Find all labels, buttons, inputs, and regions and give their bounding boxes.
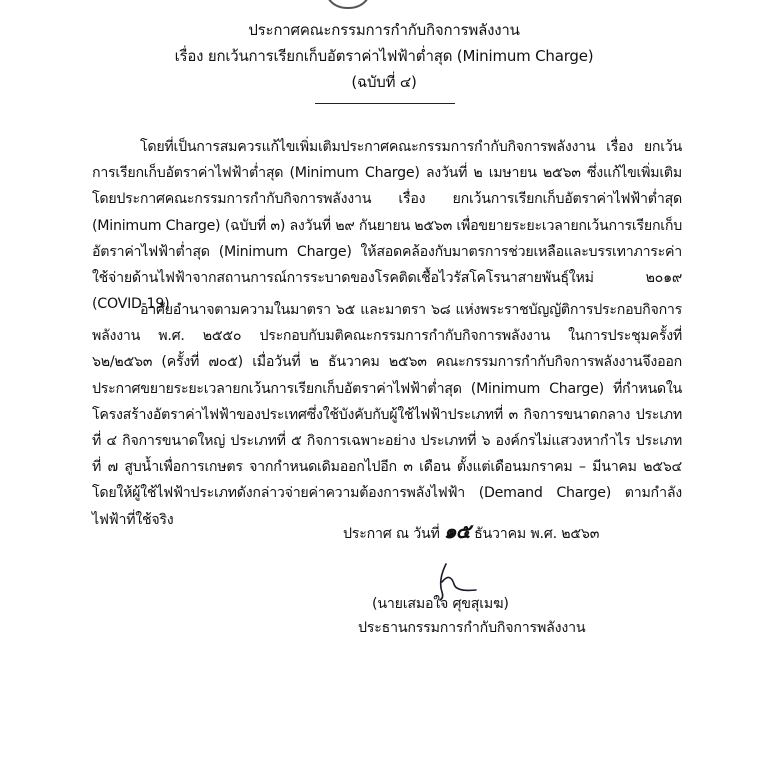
signer-name: (นายเสมอใจ ศุขสุเมฆ) xyxy=(372,596,509,612)
garuda-emblem-icon xyxy=(322,0,374,10)
announcement-edition: (ฉบับที่ ๔) xyxy=(351,73,417,91)
date-prefix: ประกาศ ณ วันที่ xyxy=(343,526,440,542)
title-divider xyxy=(315,103,455,104)
announcement-title: ประกาศคณะกรรมการกำกับกิจการพลังงาน xyxy=(248,21,520,39)
body-paragraph-2: อาศัยอำนาจตามความในมาตรา ๖๕ และมาตรา ๖๘ แห่งพระราชบัญญัติการประกอบกิจการพลังงาน พ.ศ. ๒๕๕๐ ประกอบกับมติคณะกรรมการกำกับกิจการพลังงาน ในการประชุมครั้งที่ ๖๒/๒๕๖๓ (ครั้งที่ ๗๐๕) เมื่อวันที่ ๒ ธันวาคม ๒๕๖๓ คณะกรรมการกำกับกิจการพลังงานจึงออกประกาศขยายระยะเวลายกเว้นการเรียกเก็บอัตราค่าไฟฟ้าต่ำสุด (Minimum Charge) ที่กำหนดในโครงสร้างอัตราค่าไฟฟ้าของประเทศซึ่งใช้บังคับกับผู้ใช้ไฟฟ้าประเภทที่ ๓ กิจการขนาดกลาง ประเภทที่ ๔ กิจการขนาดใหญ่ ประเภทที่ ๕ กิจการเฉพาะอย่าง ประเภทที่ ๖ องค์กรไม่แสวงหากำไร ประเภทที่ ๗ สูบน้ำเพื่อการเกษตร จากกำหนดเดิมออกไปอีก ๓ เดือน ตั้งแต่เดือนมกราคม – มีนาคม ๒๕๖๔ โดยให้ผู้ใช้ไฟฟ้าประเภทดังกล่าวจ่ายค่าความต้องการพลังไฟฟ้า (Demand Charge) ตามกำลังไฟฟ้าที่ใช้จริง xyxy=(92,302,682,528)
announcement-date xyxy=(343,519,599,546)
signer-position: ประธานกรรมการกำกับกิจการพลังงาน xyxy=(358,620,586,636)
announcement-subject: เรื่อง ยกเว้นการเรียกเก็บอัตราค่าไฟฟ้าต่ำสุด (Minimum Charge) xyxy=(174,47,594,65)
date-day-handwritten: ๑๕ xyxy=(443,519,470,543)
date-month-year: ธันวาคม พ.ศ. ๒๕๖๓ xyxy=(474,526,600,542)
body-paragraph-1: โดยที่เป็นการสมควรแก้ไขเพิ่มเติมประกาศคณะกรรมการกำกับกิจการพลังงาน เรื่อง ยกเว้นการเรียกเก็บอัตราค่าไฟฟ้าต่ำสุด (Minimum Charge) ลงวันที่ ๒ เมษายน ๒๕๖๓ ซึ่งแก้ไขเพิ่มเติม โดยประกาศคณะกรรมการกำกับกิจการพลังงาน เรื่อง ยกเว้นการเรียกเก็บอัตราค่าไฟฟ้าต่ำสุด (Minimum Charge) (ฉบับที่ ๓) ลงวันที่ ๒๙ กันยายน ๒๕๖๓ เพื่อขยายระยะเวลายกเว้นการเรียกเก็บอัตราค่าไฟฟ้าต่ำสุด (Minimum Charge) ให้สอดคล้องกับมาตรการช่วยเหลือและบรรเทาภาระค่าใช้จ่ายด้านไฟฟ้าจากสถานการณ์การระบาดของโรคติดเชื้อไวรัสโคโรนาสายพันธุ์ใหม่ ๒๐๑๙ (COVID-19) xyxy=(92,139,682,313)
